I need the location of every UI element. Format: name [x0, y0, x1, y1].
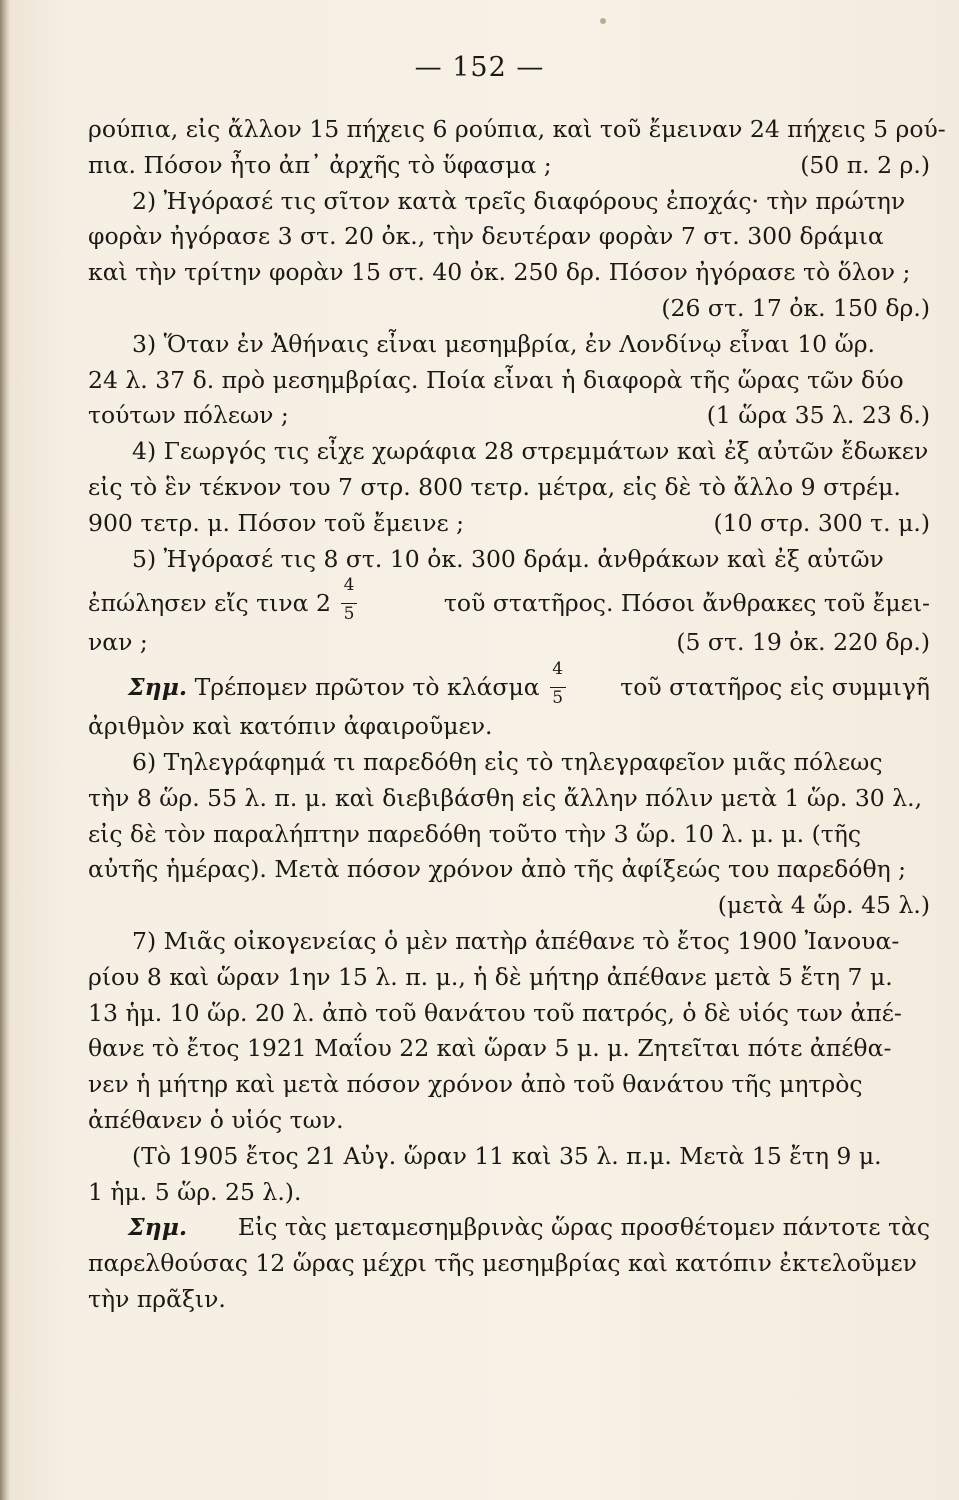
problem-5-answer: (5 στ. 19 ὀκ. 220 δρ.) — [676, 628, 930, 657]
note-1-lead — [128, 661, 576, 709]
note-2-line-2: παρελθούσας 12 ὥρας μέχρι τῆς μεσημβρίας καὶ κατόπιν ἐκτελοῦμεν — [88, 1249, 917, 1278]
ink-speck — [600, 18, 606, 24]
problem-6-line-1: 6) Τηλεγράφημά τι παρεδόθη εἰς τὸ τηλεγραφεῖον μιᾶς πόλεως — [132, 747, 883, 776]
problem-3-question-end: τούτων πόλεων ; — [88, 401, 289, 430]
problem-4-answer: (10 στρ. 300 τ. μ.) — [713, 508, 930, 537]
problem-7-line-1: 7) Μιᾶς οἰκογενείας ὁ μὲν πατὴρ ἀπέθανε τὸ ἔτος 1900 Ἰανουα- — [132, 926, 900, 955]
problem-5-text-a-words: ἐπώλησεν εἴς τινα 2 — [88, 589, 331, 618]
problem-3-line-3 — [88, 398, 930, 434]
problem-1-question: πια. Πόσον ἦτο ἀπ᾿ ἀρχῆς τὸ ὕφασμα ; — [88, 150, 552, 179]
problem-6-answer: (μετὰ 4 ὥρ. 45 λ.) — [717, 891, 930, 920]
fraction-four-fifths — [339, 575, 359, 625]
page-number: — 152 — — [414, 52, 545, 83]
problem-6-line-4: αὐτῆς ἡμέρας). Μετὰ πόσον χρόνον ἀπὸ τῆς ἀφίξεώς του παρεδόθη ; — [88, 855, 907, 884]
problem-2-line-2: φορὰν ἠγόρασε 3 στ. 20 ὀκ., τὴν δευτέραν φορὰν 7 στ. 300 δράμια — [88, 222, 884, 251]
problem-7-line-6: ἀπέθανεν ὁ υἱός των. — [88, 1105, 344, 1134]
note-2-line-3: τὴν πρᾶξιν. — [88, 1284, 226, 1313]
problem-5-text-b: τοῦ στατῆρος. Πόσοι ἄνθρακες τοῦ ἔμει- — [443, 589, 930, 618]
body-text — [88, 112, 946, 1318]
problem-2-answer: (26 στ. 17 ὀκ. 150 δρ.) — [661, 293, 930, 322]
note-1-label: Σημ. — [128, 673, 188, 702]
problem-5-question-end: ναν ; — [88, 628, 148, 657]
problem-1-answer: (50 π. 2 ρ.) — [800, 150, 930, 179]
problem-7-line-5: νεν ἡ μήτηρ καὶ μετὰ πόσον χρόνον ἀπὸ τοῦ θανάτου τῆς μητρὸς — [88, 1070, 863, 1099]
problem-3-line-2: 24 λ. 37 δ. πρὸ μεσημβρίας. Ποία εἶναι ἡ διαφορὰ τῆς ὥρας τῶν δύο — [88, 365, 904, 394]
problem-4-question-end: 900 τετρ. μ. Πόσον τοῦ ἔμεινε ; — [88, 508, 465, 537]
problem-7-line-4: θανε τὸ ἔτος 1921 Μαΐου 22 καὶ ὥραν 5 μ. μ. Ζητεῖται πότε ἀπέθα- — [88, 1034, 892, 1063]
problem-6-line-2: τὴν 8 ὥρ. 55 λ. π. μ. καὶ διεβιβάσθη εἰς ἄλλην πόλιν μετὰ 1 ὥρ. 30 λ., — [88, 783, 923, 812]
binding-edge — [0, 0, 10, 1500]
note-2-label: Σημ. — [128, 1213, 188, 1242]
note-fraction-four-fifths — [548, 659, 568, 709]
note-1-text-b: τοῦ στατῆρος εἰς συμμιγῆ — [620, 673, 930, 702]
problem-3-line-1: 3) Ὅταν ἐν Ἀθήναις εἶναι μεσημβρία, ἐν Λονδίνῳ εἶναι 10 ὥρ. — [132, 329, 876, 358]
note-1-text-a: Τρέπομεν πρῶτον τὸ κλάσμα — [194, 673, 540, 702]
note-1-line-1 — [88, 661, 930, 709]
problem-7-line-3: 13 ἡμ. 10 ὥρ. 20 λ. ἀπὸ τοῦ θανάτου τοῦ πατρός, ὁ δὲ υἱός των ἀπέ- — [88, 998, 902, 1027]
problem-7-line-2: ρίου 8 καὶ ὥραν 1ην 15 λ. π. μ., ἡ δὲ μήτηρ ἀπέθανε μετὰ 5 ἔτη 7 μ. — [88, 962, 893, 991]
problem-5-line-1: 5) Ἠγόρασέ τις 8 στ. 10 ὀκ. 300 δράμ. ἀνθράκων καὶ ἐξ αὐτῶν — [132, 544, 884, 573]
problem-4-line-1: 4) Γεωργός τις εἶχε χωράφια 28 στρεμμάτων καὶ ἐξ αὐτῶν ἔδωκεν — [132, 437, 929, 466]
problem-3-answer: (1 ὥρα 35 λ. 23 δ.) — [706, 401, 930, 430]
problem-5-line-2 — [88, 577, 930, 625]
text-line-2 — [88, 148, 930, 184]
note-2-text: Εἰς τὰς μεταμεσημβρινὰς ὥρας προσθέτομεν πάντοτε τὰς — [237, 1213, 930, 1242]
fraction-denominator: 5 — [343, 604, 355, 625]
problem-5-line-3 — [88, 625, 930, 661]
problem-7-answer-line-1: (Τὸ 1905 ἔτος 21 Αὐγ. ὥραν 11 καὶ 35 λ. π.μ. Μετὰ 15 ἔτη 9 μ. — [132, 1141, 882, 1170]
problem-7-answer-line-2: 1 ἡμ. 5 ὥρ. 25 λ.). — [88, 1177, 302, 1206]
note-2-line-1 — [88, 1210, 930, 1246]
problem-4-line-2: εἰς τὸ ἓν τέκνον του 7 στρ. 800 τετρ. μέτρα, εἰς δὲ τὸ ἄλλο 9 στρέμ. — [88, 472, 901, 501]
note-fraction-denominator: 5 — [552, 688, 564, 709]
problem-4-line-3 — [88, 506, 930, 542]
problem-5-text-a — [88, 577, 367, 625]
problem-2-line-3: καὶ τὴν τρίτην φορὰν 15 στ. 40 ὀκ. 250 δρ. Πόσον ἠγόρασε τὸ ὅλον ; — [88, 258, 911, 287]
problem-2-line-1: 2) Ἠγόρασέ τις σῖτον κατὰ τρεῖς διαφόρους ἐποχάς· τὴν πρώτην — [132, 186, 906, 215]
text-line-1: ρούπια, εἰς ἄλλον 15 πήχεις 6 ρούπια, καὶ τοῦ ἔμειναν 24 πήχεις 5 ρού- — [88, 115, 946, 143]
note-1-line-2: ἀριθμὸν καὶ κατόπιν ἀφαιροῦμεν. — [88, 712, 493, 741]
fraction-numerator: 4 — [343, 575, 355, 596]
note-fraction-numerator: 4 — [552, 659, 564, 680]
problem-6-line-3: εἰς δὲ τὸν παραλήπτην παρεδόθη τοῦτο τὴν 3 ὥρ. 10 λ. μ. μ. (τῆς — [88, 819, 861, 848]
